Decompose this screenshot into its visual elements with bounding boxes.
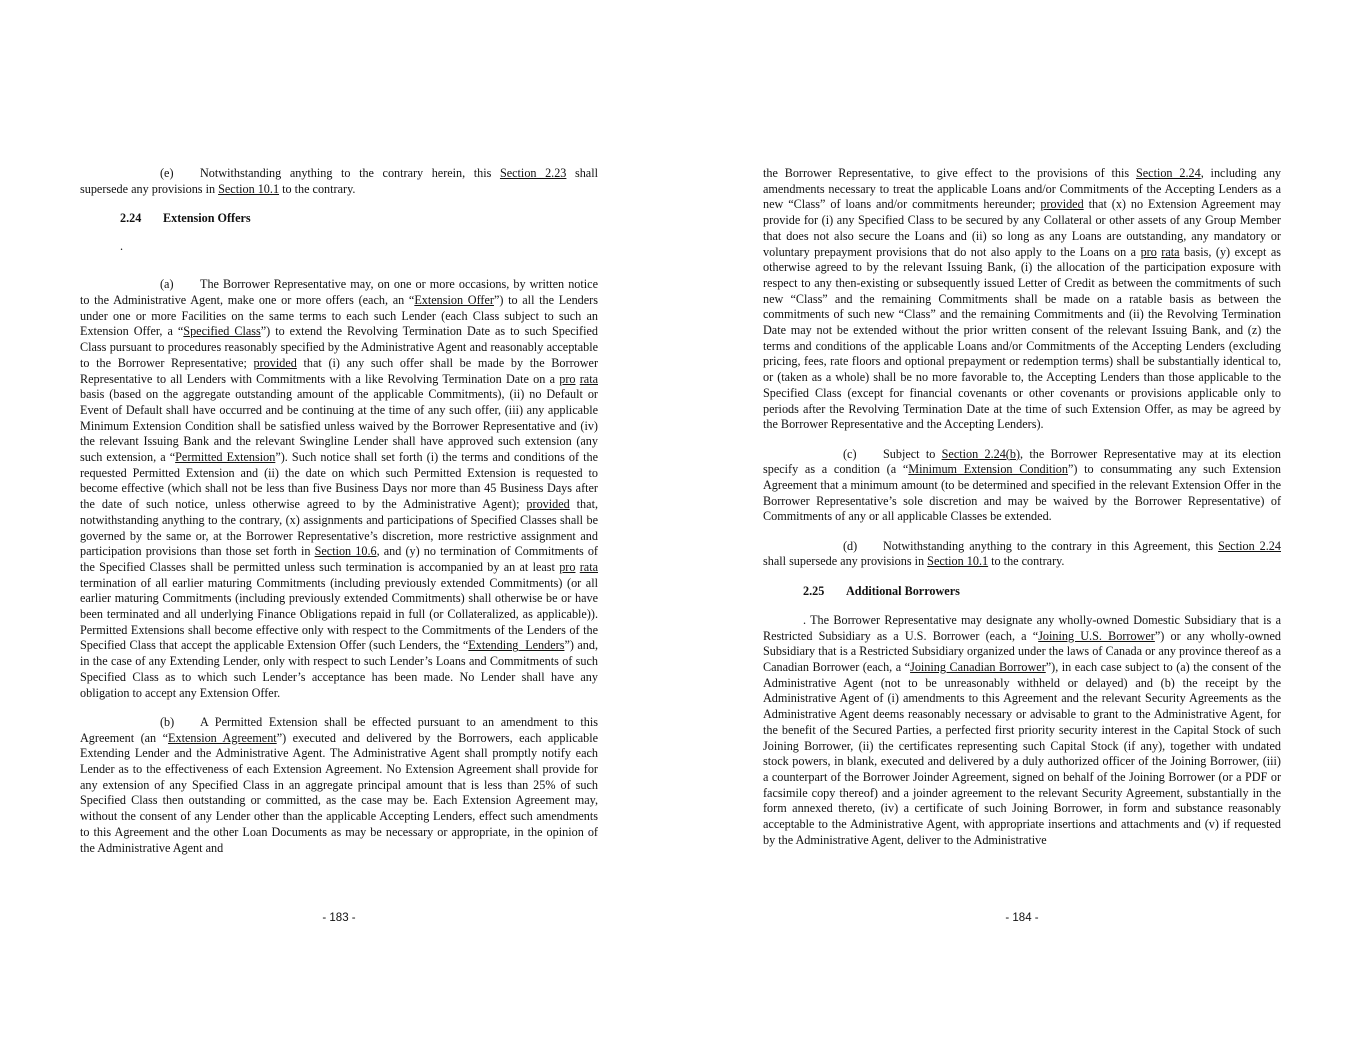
section-ref-link: Section 2.24 — [1135, 166, 1201, 180]
left-page-body — [80, 166, 598, 870]
section-ref-link: Section 2.24(b) — [941, 446, 1021, 461]
paragraph-c: (c) Subject to Section 2.24(b), the Borrower Representative may at its election specify as a condition (a “Minimum Extension Condition”) to consummating any such Extension Agreement that a minimum amount (to be determined and specified in the relevant Extension Offer in the Borrower Representative’s sole discretion and may be waived by the Borrower Representative) of Commitments of any or all applicable Classes be extended. — [763, 446, 1281, 524]
defined-term: Extending Lenders — [468, 638, 565, 653]
paragraph-b: (b) A Permitted Extension shall be effected pursuant to an amendment to this Agreement (an “Extension Agreement”) executed and delivered by the Borrowers, each applicable Extending Lender and the Administrative Agent. The Administrative Agent shall promptly notify each Lender as to the effectiveness of each Extension Agreement. No Extension Agreement shall provide for any extension of any Specified Class in an aggregate principal amount that is less than 25% of such Specified Class then outstanding or committed, as the case may be. Each Extension Agreement may, without the consent of any Lender other than the applicable Accepting Lenders, effect such amendments to this Agreement and the other Loan Documents as may be necessary or appropriate, in the opinion of the Administrative Agent and — [80, 714, 598, 855]
section-title: Additional Borrowers — [846, 583, 960, 598]
right-page-body — [763, 166, 1281, 862]
paragraph-2-25: . The Borrower Representative may designate any wholly-owned Domestic Subsidiary that is a Restricted Subsidiary as a U.S. Borrower (each, a “Joining U.S. Borrower”) or any wholly-owned Subsidiary that is a Restricted Subsidiary organized under the laws of Canada or any province thereof as a Canadian Borrower (each, a “Joining Canadian Borrower”), in each case subject to (a) the consent of the Administrative Agent (not to be unreasonably withheld or delayed) and (b) the receipt by the Administrative Agent of (i) amendments to this Agreement and the relevant Security Agreements as the Administrative Agent deems reasonably necessary or advisable to grant to the Administrative Agent, for the benefit of the Secured Parties, a perfected first priority security interest in the Capital Stock of such Joining Borrower, (ii) the certificates representing such Capital Stock (if any), together with undated stock powers, in blank, executed and delivered by a duly authorized officer of the Joining Borrower, (iii) a counterpart of the Borrower Joinder Agreement, signed on behalf of the Joining Borrower (or a PDF or facsimile copy thereof) and a joinder agreement to the relevant Security Agreement, substantially in the form annexed thereto, (iv) a certificate of such Joining Borrower, in form and substance reasonably acceptable to the Administrative Agent, with appropriate insertions and attachments and (v) if requested by the Administrative Agent, deliver to the Administrative — [763, 612, 1281, 847]
section-ref-link: Section 10.1 — [218, 181, 280, 196]
defined-term: Specified Class — [183, 324, 261, 339]
para-label: (c) — [843, 446, 857, 461]
stray-period: . — [120, 239, 124, 254]
defined-term: Minimum Extension Condition — [908, 462, 1068, 477]
pro-term: pro — [559, 371, 576, 386]
defined-term: Joining U.S. Borrower — [1038, 628, 1155, 643]
para-label: (a) — [160, 277, 174, 292]
pro-term: pro — [1140, 244, 1157, 259]
defined-term: Joining Canadian Borrower — [910, 660, 1046, 675]
para-label: (b) — [160, 714, 175, 729]
provided-term: provided — [1040, 197, 1084, 212]
provided-term: provided — [526, 497, 570, 512]
paragraph-b-continued: the Borrower Representative, to give effect to the provisions of this Section 2.24, including any amendments necessary to treat the applicable Loans and/or Commitments of the Accepting Lenders as a new “Class” of loans and/or commitments hereunder; provided that (x) no Extension Agreement may provide for (i) any Specified Class to be secured by any Collateral or other assets of any Group Member that does not also secure the Loans and (ii) so long as any Loans are outstanding, any mandatory or voluntary prepayment provisions that do not also apply to the Loans on a pro rata basis, (y) except as otherwise agreed to by the relevant Issuing Bank, (i) the allocation of the participation exposure with respect to any then-existing or subsequently issued Letter of Credit as between the commitments of such new “Class” and the remaining Commitments shall be made on a ratable basis as between the commitments of such new “Class” and the remaining Commitments and (ii) the Revolving Termination Date may not be extended without the prior written consent of the relevant Issuing Bank, and (z) the terms and conditions of the applicable Loans and/or Commitments of the Accepting Lenders (excluding pricing, fees, rate floors and optional prepayment or redemption terms) shall be substantially identical to, or (taken as a whole) shall be no more favorable to, the Accepting Lenders than those applicable to the Specified Class (except for financial covenants or other covenants or provisions applicable only to periods after the Revolving Termination Date at the time of such Extension Offer, as may be agreed by the Borrower Representative and the Accepting Lenders). — [763, 166, 1282, 432]
page-number: - 183 - — [322, 912, 356, 924]
defined-term: Permitted Extension — [175, 450, 276, 465]
para-label: (e) — [160, 166, 174, 180]
page-number: - 184 - — [1005, 912, 1039, 924]
section-ref-link: Section 2.24 — [1218, 538, 1281, 553]
rata-term: rata — [1161, 244, 1180, 259]
section-number: 2.24 — [120, 211, 142, 225]
paragraph-e: (e) Notwithstanding anything to the contrary herein, this Section 2.23 shall supersede any provisions in Section 10.1 to the contrary. — [80, 166, 598, 196]
defined-term: Extension Agreement — [168, 730, 277, 745]
rata-term: rata — [579, 371, 598, 386]
section-title: Extension Offers — [163, 211, 251, 225]
section-ref-link: Section 10.1 — [927, 554, 989, 569]
section-ref-link: Section 2.23 — [499, 166, 567, 180]
defined-term: Extension Offer — [414, 293, 494, 307]
section-heading-2-25 — [803, 584, 1281, 600]
paragraph-a: (a) The Borrower Representative may, on one or more occasions, by written notice to the Administrative Agent, make one or more offers (each, an “Extension Offer”) to all the Lenders under one or more Facilities on the same terms to each such Lender (each Class subject to such an Extension Offer, a “Specified Class”) to extend the Revolving Termination Date as to such Specified Class pursuant to procedures reasonably specified by the Administrative Agent and reasonably acceptable to the Borrower Representative; provided that (i) any such offer shall be made by the Borrower Representative to all Lenders with Commitments with a like Revolving Termination Date on a pro rata basis (based on the aggregate outstanding amount of the applicable Commitments), (ii) no Default or Event of Default shall have occurred and be continuing at the time of any such offer, (iii) any applicable Minimum Extension Condition shall be satisfied unless waived by the Borrower Representative and (iv) the relevant Issuing Bank and the relevant Swingline Lender shall have approved such extension (any such extension, a “Permitted Extension”). Such notice shall set forth (i) the terms and conditions of the requested Permitted Extension and (ii) the date on which such Permitted Extension is requested to become effective (which shall not be less than five Business Days nor more than 45 Business Days after the date of such notice, unless otherwise agreed to by the Administrative Agent); provided that, notwithstanding anything to the contrary, (x) assignments and participations of Specified Classes shall be governed by the same or, at the Borrower Representative’s discretion, more restrictive assignment and participation provisions than those set forth in Section 10.6, and (y) no termination of Commitments of the Specified Classes shall be permitted unless such termination is accompanied by an at least pro rata termination of all earlier maturing Commitments (including previously extended Commitments) (or all earlier maturing Commitments (including previously extended Commitments) shall otherwise be or have been terminated and all underlying Finance Obligations repaid in full (or Collateralized, as applicable)). Permitted Extensions shall become effective only with respect to the Commitments of the Lenders of the Specified Class that accept the applicable Extension Offer (such Lenders, the “Extending Lenders”) and, in the case of any Extending Lender, only with respect to such Lender’s Loans and Commitments of such Specified Class as to which such Lender’s acceptance has been made. No Lender shall have any obligation to accept any Extension Offer. — [80, 277, 599, 700]
rata-term: rata — [579, 559, 599, 574]
section-heading-2-24 — [120, 211, 598, 227]
section-number: 2.25 — [803, 583, 825, 598]
paragraph-d: (d) Notwithstanding anything to the contrary in this Agreement, this Section 2.24 shall supersede any provisions in Section 10.1 to the contrary. — [763, 538, 1281, 569]
pro-term: pro — [559, 559, 576, 574]
section-ref-link: Section 10.6 — [314, 544, 377, 559]
provided-term: provided — [253, 355, 297, 370]
para-label: (d) — [843, 538, 858, 553]
